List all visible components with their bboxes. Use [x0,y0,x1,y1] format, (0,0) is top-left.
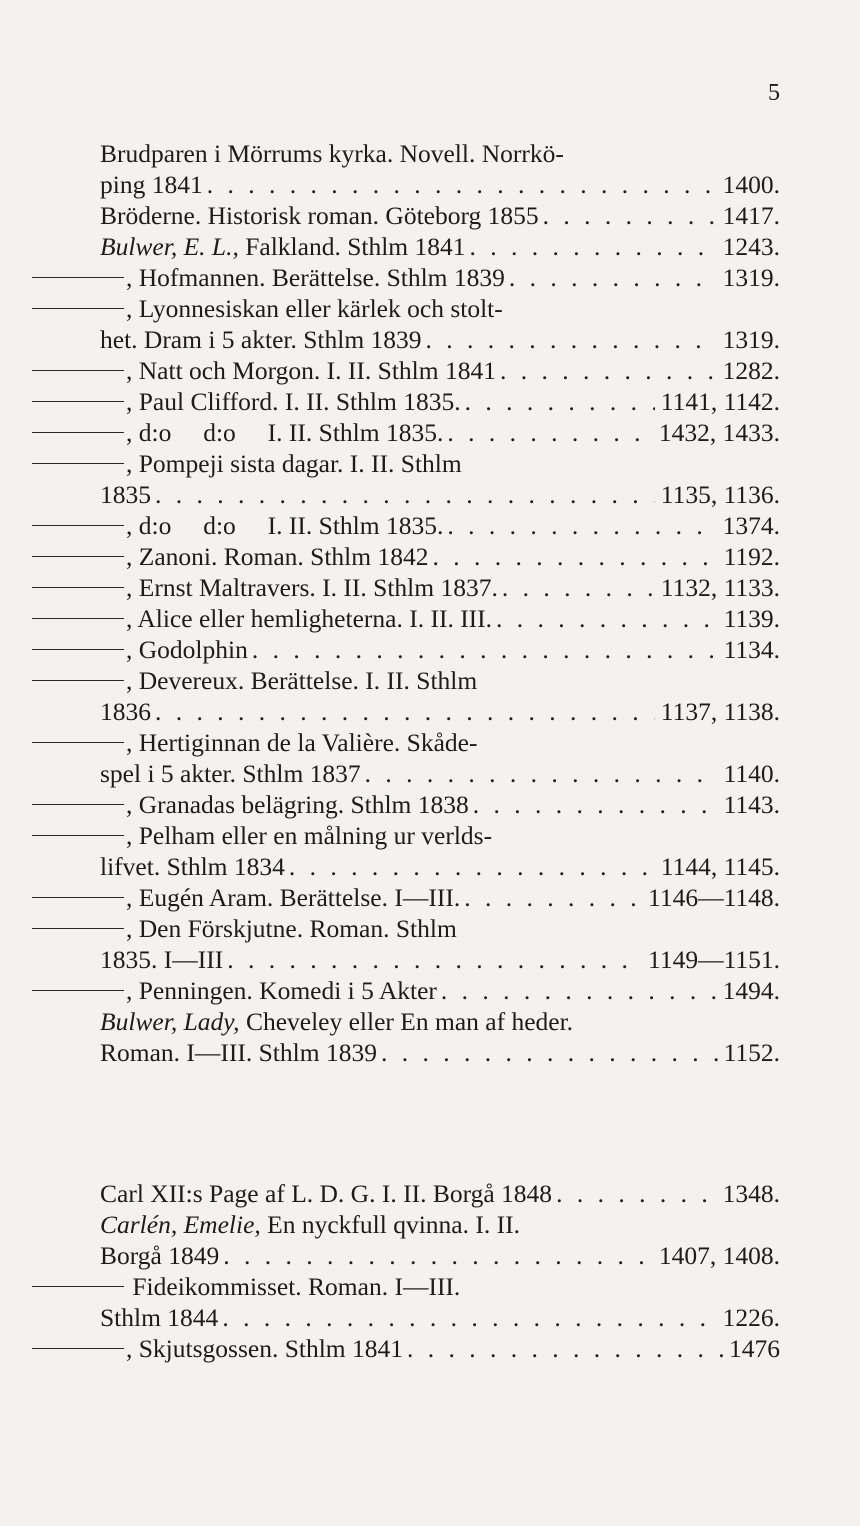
entry-text: Carl XII:s Page af L. D. G. I. II. Borgå 1848 [100,1179,553,1208]
ditto-dash [32,370,124,371]
dot-leader [248,634,718,665]
dot-leader [422,324,717,355]
catalog-entry-line [100,231,780,262]
catalog-number: 1149—1151. [648,945,780,974]
author-name: Carlén, Emelie, [100,1210,261,1239]
entry-text: , Pelham eller en målning ur verlds- [126,821,493,850]
ditto-dash [32,618,124,619]
ditto-dash [32,463,124,464]
catalog-entry-line [100,1271,780,1302]
dot-leader [403,1333,723,1364]
entry-text: , Penningen. Komedi i 5 Akter [126,976,437,1005]
catalog-entry-line [100,572,780,603]
entry-text: , Natt och Morgon. I. II. Sthlm 1841 [126,356,496,385]
catalog-number: 1374. [722,511,780,540]
catalog-section-1 [100,138,780,1068]
dot-leader [203,169,717,200]
dot-leader [552,1178,717,1209]
entry-text: 1836 [100,697,151,726]
ditto-dash [32,804,124,805]
catalog-number: 1226. [722,1303,780,1332]
ditto-dash [32,308,124,309]
ditto-dash [32,1286,124,1287]
entry-text: , Skjutsgossen. Sthlm 1841 [126,1334,404,1363]
catalog-number: 1432, 1433. [658,418,780,447]
catalog-number: 1143. [723,790,780,819]
catalog-entry-line [100,665,780,696]
entry-text: , Lyonnesiskan eller kärlek och stolt- [126,294,503,323]
entry-text: En nyckfull qvinna. I. II. [260,1210,520,1239]
dot-leader [466,231,717,262]
ditto-dash [32,835,124,836]
entry-text: , Eugén Aram. Berättelse. I—III. [126,883,461,912]
dot-leader [443,417,653,448]
entry-text: , Devereux. Berättelse. I. II. Sthlm [126,666,478,695]
ditto-dash [32,680,124,681]
catalog-entry-line [100,1302,780,1333]
catalog-entry-line [100,479,780,510]
catalog-number: 1139. [723,604,780,633]
catalog-number: 1348. [722,1179,780,1208]
catalog-entry-line [100,913,780,944]
catalog-number: 1135, 1136. [660,480,780,509]
entry-text: 1835 [100,480,151,509]
dot-leader [492,603,718,634]
catalog-number: 1141, 1142. [660,387,780,416]
dot-leader [223,944,642,975]
ditto-dash [32,587,124,588]
entry-text: , Granadas belägring. Sthlm 1838 [126,790,469,819]
catalog-number: 1134. [723,635,780,664]
entry-text: Bröderne. Historisk roman. Göteborg 1855 [100,201,539,230]
catalog-number: 1407, 1408. [658,1241,780,1270]
dot-leader [469,789,718,820]
dot-leader [219,1240,653,1271]
catalog-entry-line [100,355,780,386]
entry-text: , d:o d:o I. II. Sthlm 1835. [126,418,444,447]
catalog-number: 1243. [722,232,780,261]
catalog-entry-line [100,200,780,231]
catalog-entry-line [100,789,780,820]
entry-text: lifvet. Sthlm 1834 [100,852,285,881]
dot-leader [539,200,717,231]
catalog-entry-line [100,1240,780,1271]
entry-text: ping 1841 [100,170,203,199]
entry-text: Fideikommisset. Roman. I—III. [126,1272,461,1301]
catalog-number: 1319. [722,325,780,354]
ditto-dash [32,432,124,433]
catalog-number: 1140. [723,759,780,788]
catalog-number: 1137, 1138. [660,697,780,726]
catalog-entry-line [100,448,780,479]
author-name: Bulwer, E. L., [100,232,239,261]
dot-leader [505,262,717,293]
dot-leader [443,510,716,541]
ditto-dash [32,928,124,929]
author-name: Bulwer, Lady, [100,1007,240,1036]
dot-leader [151,696,655,727]
dot-leader [496,355,717,386]
catalog-entry-line [100,1333,780,1364]
catalog-entry-line [100,293,780,324]
page-number: 5 [768,80,780,106]
ditto-dash [32,1348,124,1349]
catalog-number: 1192. [723,542,780,571]
catalog-number: 1132, 1133. [660,573,780,602]
dot-leader [498,572,655,603]
catalog-entry-line [100,138,780,169]
dot-leader [285,851,655,882]
entry-text: 1835. I—III [100,945,224,974]
entry-text: Sthlm 1844 [100,1303,219,1332]
catalog-entry-line [100,1209,780,1240]
entry-text: Borgå 1849 [100,1241,220,1270]
catalog-entry-line [100,696,780,727]
ditto-dash [32,525,124,526]
catalog-entry-line [100,324,780,355]
catalog-entry-line [100,975,780,1006]
ditto-dash [32,277,124,278]
entry-text: Brudparen i Mörrums kyrka. Novell. Norrkö- [100,139,564,168]
ditto-dash [32,556,124,557]
catalog-entry-line [100,944,780,975]
entry-text: , Paul Clifford. I. II. Sthlm 1835. [126,387,461,416]
catalog-entry-line [100,1037,780,1068]
catalog-entry-line [100,541,780,572]
catalog-entry-line [100,634,780,665]
entry-text: , Pompeji sista dagar. I. II. Sthlm [126,449,462,478]
dot-leader [151,479,655,510]
entry-text: , d:o d:o I. II. Sthlm 1835. [126,511,444,540]
entry-text: , Alice eller hemligheterna. I. II. III. [126,604,493,633]
catalog-number: 1144, 1145. [660,852,780,881]
ditto-dash [32,897,124,898]
catalog-entry-line [100,727,780,758]
catalog-entry-line [100,882,780,913]
entry-text: , Den Förskjutne. Roman. Sthlm [126,914,457,943]
entry-text: , Ernst Maltravers. I. II. Sthlm 1837. [126,573,498,602]
catalog-number: 1152. [723,1038,780,1067]
ditto-dash [32,742,124,743]
dot-leader [361,758,718,789]
catalog-entry-line [100,758,780,789]
catalog-entry-line [100,820,780,851]
entry-text: Roman. I—III. Sthlm 1839 [100,1038,377,1067]
dot-leader [437,975,717,1006]
catalog-entry-line [100,603,780,634]
catalog-entry-line [100,510,780,541]
ditto-dash [32,990,124,991]
entry-text: Falkland. Sthlm 1841 [238,232,466,261]
catalog-section-2 [100,1178,780,1364]
catalog-number: 1476 [729,1334,780,1363]
catalog-entry-line [100,851,780,882]
entry-text: , Godolphin [126,635,248,664]
entry-text: , Zanoni. Roman. Sthlm 1842 [126,542,429,571]
entry-text: Cheveley eller En man af heder. [239,1007,574,1036]
catalog-number: 1494. [722,976,780,1005]
dot-leader [377,1037,718,1068]
ditto-dash [32,649,124,650]
catalog-entry-line [100,417,780,448]
catalog-entry-line [100,169,780,200]
dot-leader [461,386,655,417]
dot-leader [428,541,717,572]
catalog-number: 1400. [722,170,780,199]
entry-text: , Hertiginnan de la Valière. Skåde- [126,728,478,757]
catalog-number: 1417. [722,201,780,230]
entry-text: spel i 5 akter. Sthlm 1837 [100,759,361,788]
catalog-number: 1282. [722,356,780,385]
dot-leader [460,882,642,913]
catalog-entry-line [100,1006,780,1037]
catalog-number: 1319. [722,263,780,292]
catalog-entry-line [100,386,780,417]
catalog-entry-line [100,262,780,293]
dot-leader [218,1302,716,1333]
catalog-entry-line [100,1178,780,1209]
ditto-dash [32,401,124,402]
entry-text: het. Dram i 5 akter. Sthlm 1839 [100,325,422,354]
entry-text: , Hofmannen. Berättelse. Sthlm 1839 [126,263,505,292]
catalog-number: 1146—1148. [648,883,780,912]
